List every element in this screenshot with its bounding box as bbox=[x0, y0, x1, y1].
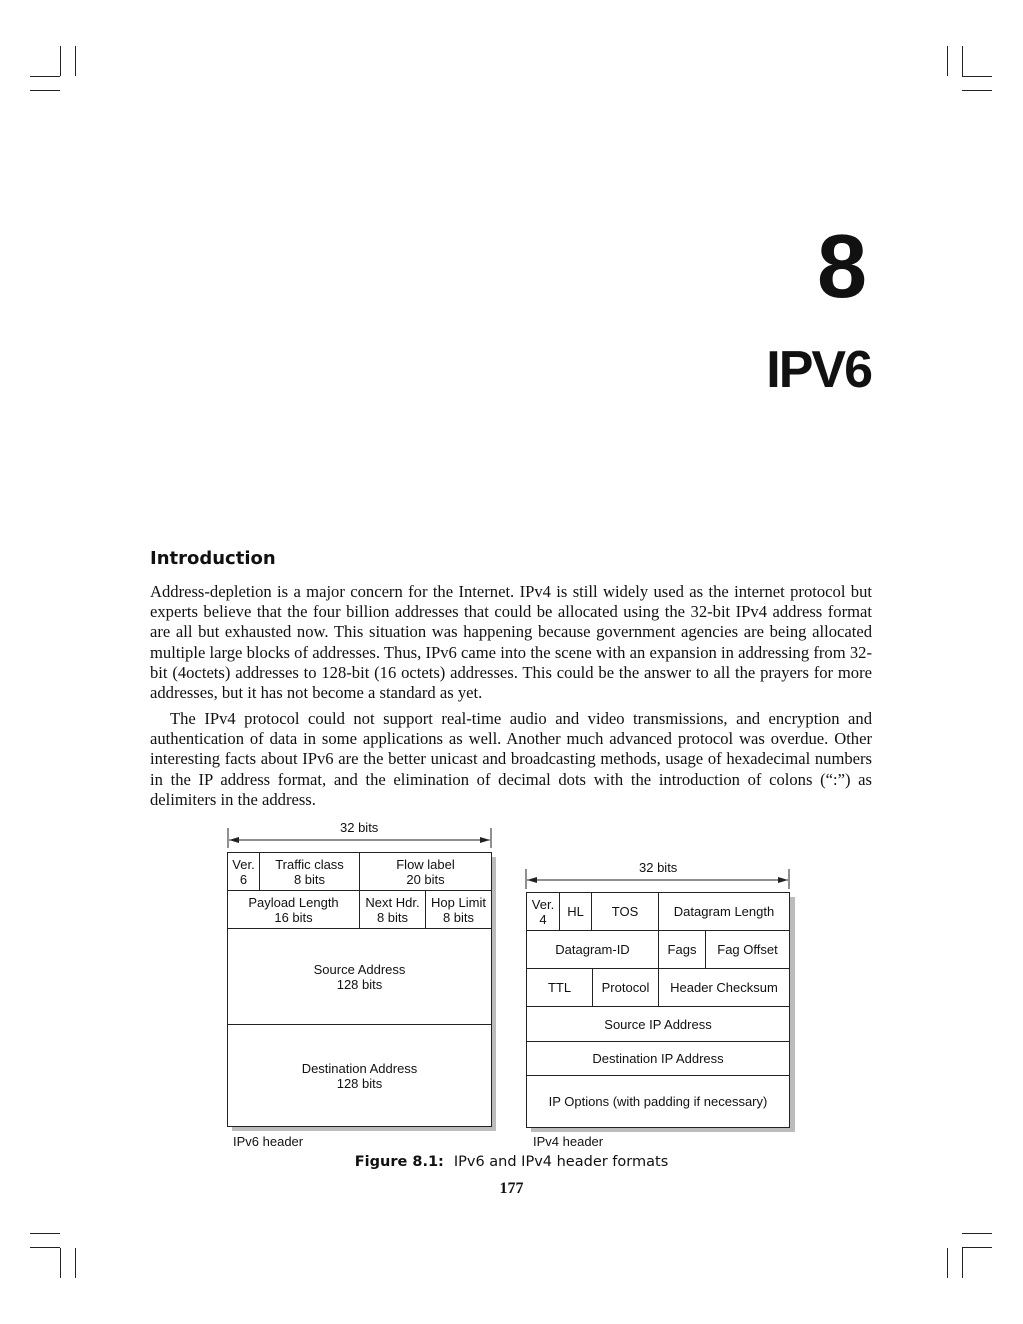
field-datagram-id: Datagram-ID bbox=[527, 931, 659, 969]
paragraph: The IPv4 protocol could not support real-time audio and video transmissions, and encryption and authentication of data in some applications as well. Another much advanced protocol was overdue. Other interesting facts about IPv6 are the better unicast and broadcasting methods, usage of hexadecimal numbers in the IP address format, and the elimination of decimal dots with the introduction of colons (“:”) as delimiters in the address. bbox=[150, 709, 872, 809]
chapter-title: IPV6 bbox=[766, 341, 871, 399]
field-destination-address: Destination Address 128 bits bbox=[301, 1060, 418, 1091]
section-heading: Introduction bbox=[150, 548, 276, 569]
field-tos: TOS bbox=[592, 893, 659, 931]
field-version: Ver. 4 bbox=[527, 893, 560, 931]
field-hop-limit: Hop Limit 8 bits bbox=[426, 891, 491, 929]
bit-width-label: 32 bits bbox=[340, 820, 379, 835]
bit-width-label: 32 bits bbox=[639, 860, 678, 875]
field-ip-options: IP Options (with padding if necessary) bbox=[548, 1094, 768, 1109]
field-flow-label: Flow label 20 bits bbox=[360, 853, 491, 891]
field-datagram-length: Datagram Length bbox=[659, 893, 789, 931]
figure-caption-label: Figure 8.1: bbox=[354, 1154, 444, 1170]
field-header-checksum: Header Checksum bbox=[659, 969, 789, 1007]
field-destination-ip-address: Destination IP Address bbox=[527, 1042, 789, 1076]
field-payload-length: Payload Length 16 bits bbox=[228, 891, 360, 929]
field-next-header: Next Hdr. 8 bits bbox=[360, 891, 426, 929]
ipv6-header-caption: IPv6 header bbox=[233, 1134, 304, 1149]
field-flags: Fags bbox=[659, 931, 706, 969]
field-version: Ver. 6 bbox=[228, 853, 260, 891]
field-protocol: Protocol bbox=[593, 969, 659, 1007]
field-source-ip-address: Source IP Address bbox=[527, 1007, 789, 1042]
figure-caption-text: IPv6 and IPv4 header formats bbox=[453, 1154, 669, 1170]
field-ttl: TTL bbox=[527, 969, 593, 1007]
field-traffic-class: Traffic class 8 bits bbox=[260, 853, 360, 891]
ipv4-header-caption: IPv4 header bbox=[533, 1134, 604, 1149]
paragraph: Address-depletion is a major concern for the Internet. IPv4 is still widely used as the internet protocol but experts believe that the four billion addresses that could be allocated using the 32-bit IPv4 address format are all but exhausted now. This situation was happening because government agencies are being allocated multiple large blocks of addresses. Thus, IPv6 came into the scene with an expansion in addressing from 32-bit (4octets) addresses to 128-bit (16 octets) addresses. This could be the answer to all the prayers for more addresses, but it has not become a standard as yet. bbox=[150, 582, 872, 703]
field-source-address: Source Address 128 bits bbox=[228, 929, 491, 1025]
figure-caption bbox=[0, 1154, 1023, 1170]
chapter-number: 8 bbox=[816, 217, 865, 317]
field-fragment-offset: Fag Offset bbox=[706, 931, 789, 969]
field-header-length: HL bbox=[560, 893, 592, 931]
page-number: 177 bbox=[499, 1180, 524, 1197]
